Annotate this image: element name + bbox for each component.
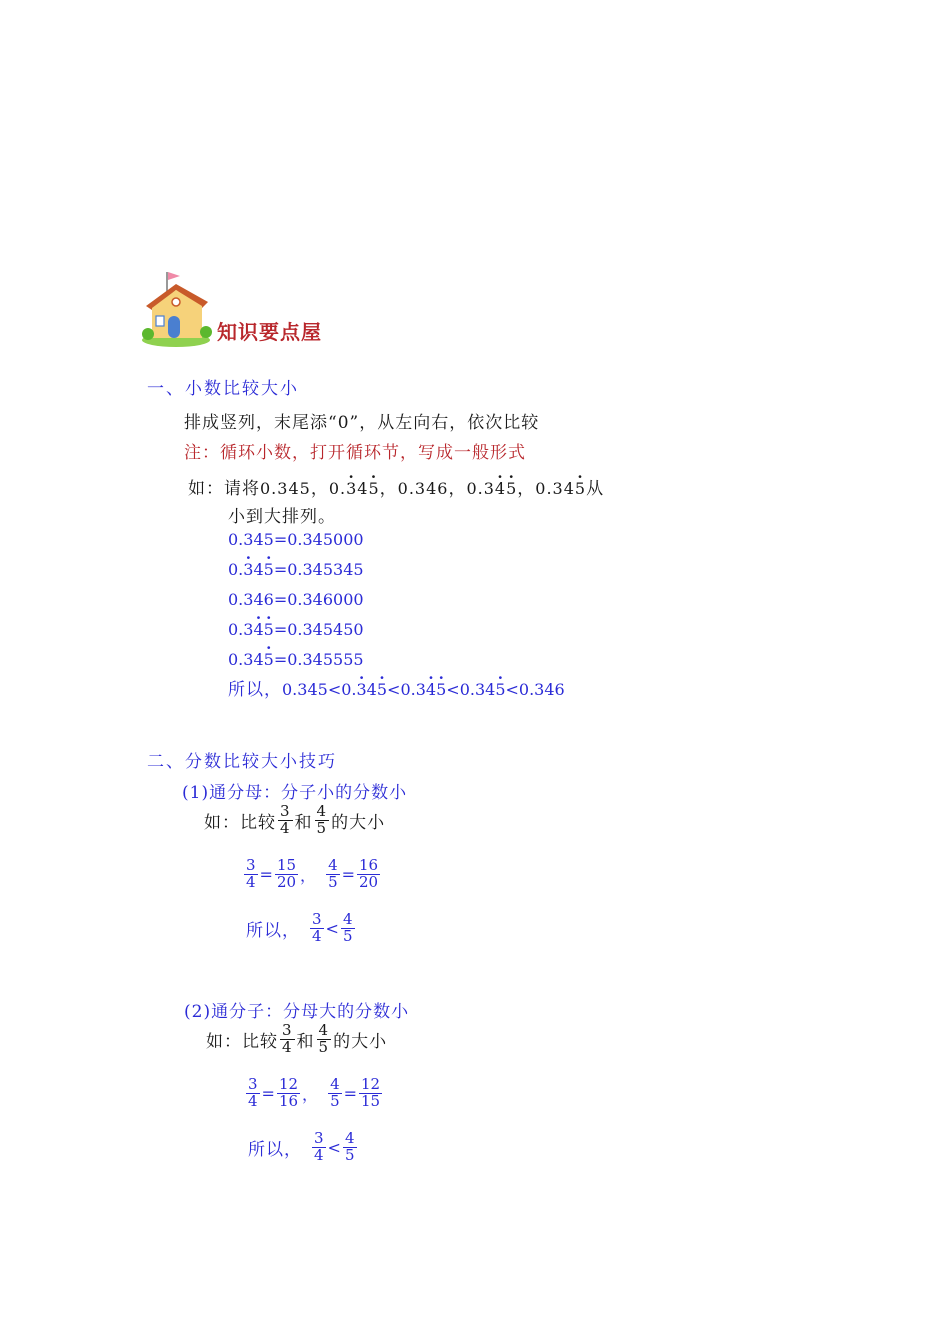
part1-conclusion: 所以， $\frac{3}{4}$ < $\frac{4}{5}$ <box>246 910 353 945</box>
example-suffix: 从 <box>586 479 605 499</box>
fraction: $\frac{16}{20}$ <box>359 856 379 891</box>
part1-title: (1)通分母：分子小的分数小 <box>182 783 408 803</box>
fraction: $\frac{4}{5}$ <box>316 802 328 837</box>
part1-example: 如：比较 $\frac{3}{4}$ 和 $\frac{4}{5}$ 的大小 <box>204 802 386 837</box>
fraction: $\frac{4}{5}$ <box>342 910 353 945</box>
example-number: 0.34 ·5 · <box>466 479 517 498</box>
section2-title: 二、分数比较大小技巧 <box>147 752 337 772</box>
part2-conclusion: 所以， $\frac{3}{4}$ < $\frac{4}{5}$ <box>248 1129 355 1164</box>
example-number: 0.345 <box>260 479 311 498</box>
section1-example <box>188 474 604 499</box>
fraction: $\frac{4}{5}$ <box>344 1129 355 1164</box>
fraction: $\frac{15}{20}$ <box>276 856 297 891</box>
part2-example: 如：比较 $\frac{3}{4}$ 和 $\frac{4}{5}$ 的大小 <box>206 1021 388 1056</box>
fraction: $\frac{4}{5}$ <box>330 1075 340 1110</box>
fraction: $\frac{3}{4}$ <box>280 802 291 837</box>
separator: ， <box>517 479 536 499</box>
fraction: $\frac{3}{4}$ <box>246 856 256 891</box>
decimal-equation: 0.3 ·45 ·=0.345345 <box>228 560 364 579</box>
decimal-equation: 0.346=0.346000 <box>228 590 364 609</box>
fraction: $\frac{12}{15}$ <box>361 1075 381 1110</box>
section1-note: 注：循环小数，打开循环节，写成一般形式 <box>184 443 526 463</box>
separator: ， <box>310 479 329 499</box>
example-number: 0.345 · <box>535 479 586 498</box>
decimal-equation: 0.34 ·5 ·=0.345450 <box>228 620 364 639</box>
fraction: $\frac{3}{4}$ <box>314 1129 324 1164</box>
section-header-title: 知识要点屋 <box>217 320 322 344</box>
part1-equations: $\frac{3}{4}$ = $\frac{15}{20}$ ， $\frac{4}{5}$ = $\frac{16}{20}$ <box>246 856 379 891</box>
fraction: $\frac{3}{4}$ <box>312 910 322 945</box>
decimal-conclusion: 所以，0.345<0.3 ·45 ·<0.34 ·5 ·<0.345 ·<0.346 <box>228 675 565 700</box>
house-icon <box>140 268 218 348</box>
section1-rule: 排成竖列，末尾添“0”，从左向右，依次比较 <box>184 413 540 433</box>
example-prefix: 如：请将 <box>188 479 260 499</box>
example-number: 0.3 ·45 · <box>329 479 380 498</box>
separator: ， <box>448 479 467 499</box>
fraction: $\frac{12}{16}$ <box>278 1075 299 1110</box>
decimal-equation: 0.345 ·=0.345555 <box>228 650 364 669</box>
decimal-equation: 0.345=0.345000 <box>228 530 364 549</box>
fraction: $\frac{3}{4}$ <box>248 1075 258 1110</box>
example-number: 0.346 <box>397 479 449 498</box>
separator: ， <box>379 479 398 499</box>
part2-title: (2)通分子：分母大的分数小 <box>184 1002 410 1022</box>
part2-equations: $\frac{3}{4}$ = $\frac{12}{16}$ ， $\frac{4}{5}$ = $\frac{12}{15}$ <box>248 1075 381 1110</box>
fraction: $\frac{4}{5}$ <box>328 856 338 891</box>
fraction: $\frac{4}{5}$ <box>318 1021 330 1056</box>
section1-title: 一、小数比较大小 <box>147 379 299 399</box>
fraction: $\frac{3}{4}$ <box>282 1021 293 1056</box>
section1-example-line2: 小到大排列。 <box>228 507 336 527</box>
